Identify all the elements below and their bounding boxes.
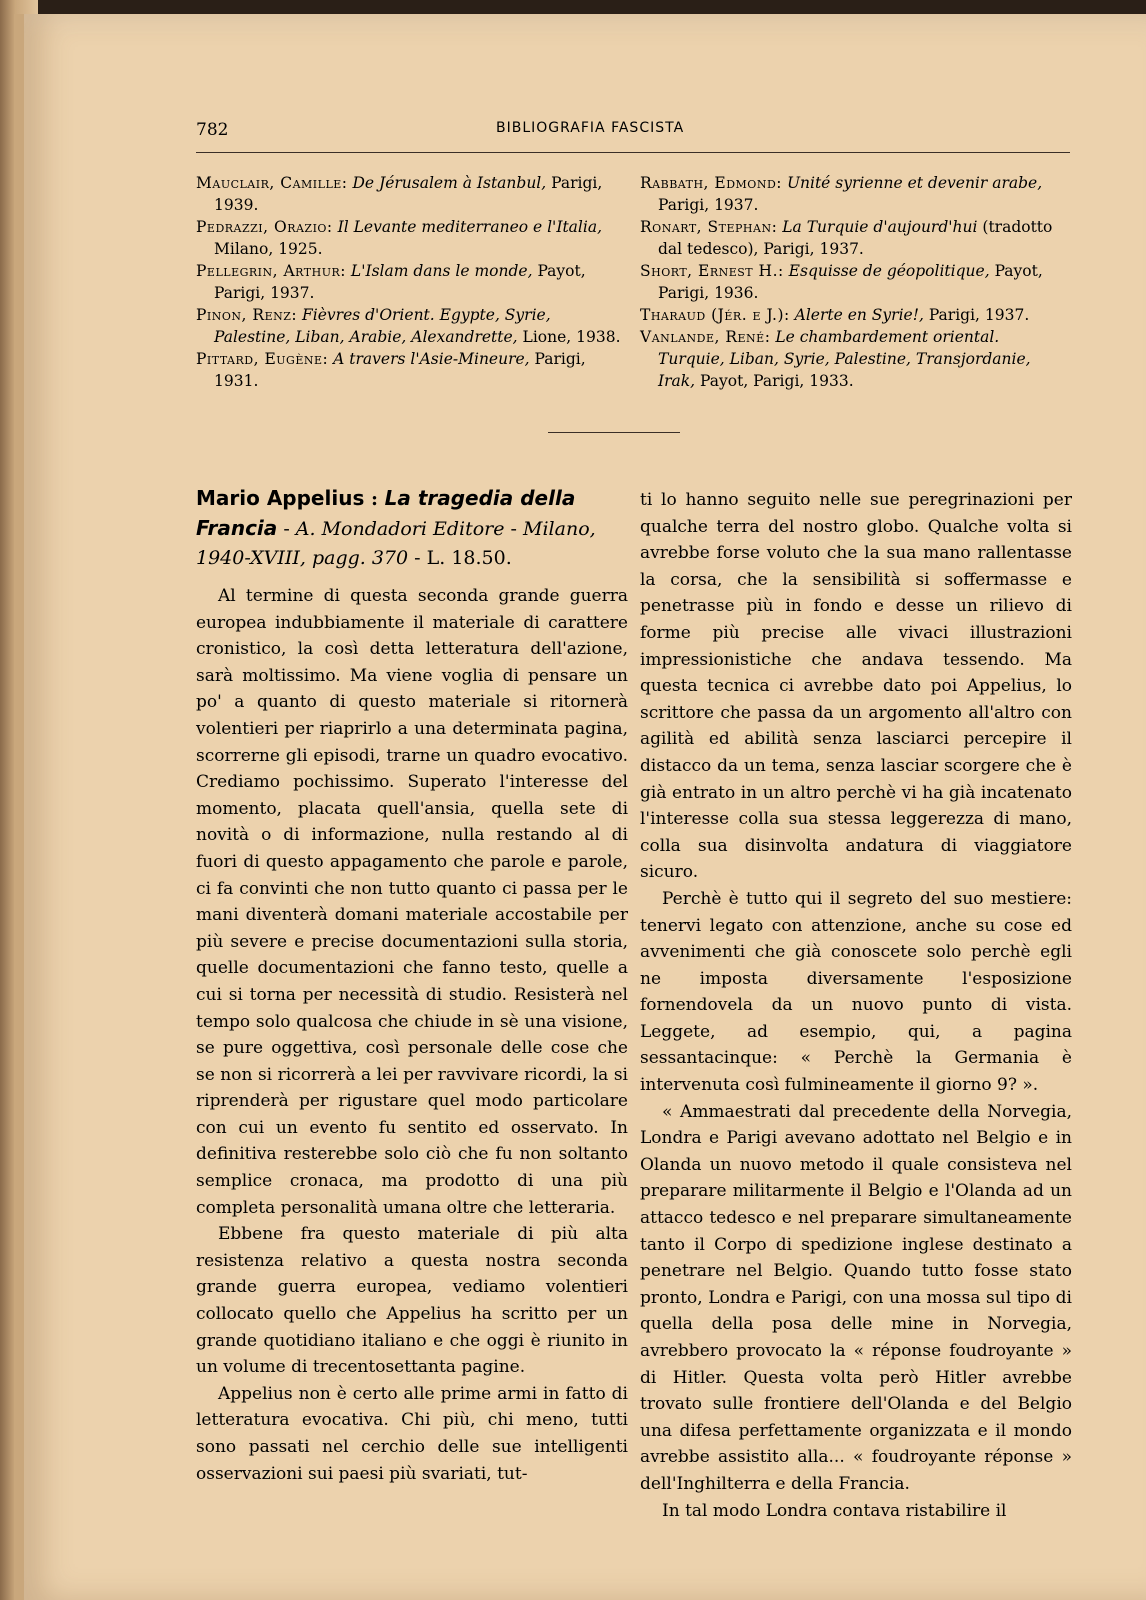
- bib-entry: Tharaud (Jér. e J.): Alerte en Syrie!, Parigi, 1937.: [640, 306, 1030, 324]
- bib-entry: Pinon, Renz: Fièvres d'Orient. Egypte, Syrie, Palestine, Liban, Arabie, Alexandrette, Lione, 1938.: [196, 306, 621, 346]
- review-body-right-column: [640, 487, 1072, 1524]
- review-pages: pagg. 370: [311, 547, 409, 569]
- bibliography-left-column: [196, 172, 628, 392]
- paragraph: Ebbene fra questo materiale di più alta resistenza relativo a questa nostra seconda grande guerra europea, vediamo volentieri collocato quello che Appelius ha scritto per un grande quotidiano italiano e che oggi è riunito in un volume di trecentosettanta pagine.: [196, 1224, 628, 1378]
- review-author: Mario Appelius: [196, 486, 365, 510]
- paragraph: Perchè è tutto qui il segreto del suo mestiere: tenervi legato con attenzione, anche su cose ed avvenimenti che già conoscete solo perchè egli ne imposta diversamente l'esposizione fornendovela da un nuovo punto di vista. Leggete, ad esempio, qui, a pagina sessantacinque: « Perchè la Germania è intervenuta così fulmineamente il giorno 9? ».: [640, 888, 1072, 1096]
- review-place-year: Milano, 1940-XVIII,: [196, 518, 596, 569]
- bib-entry: Vanlande, René: Le chambardement oriental. Turquie, Liban, Syrie, Palestine, Transjordanie, Irak, Payot, Parigi, 1933.: [640, 328, 1031, 390]
- bib-entry: Rabbath, Edmond: Unité syrienne et devenir arabe, Parigi, 1937.: [640, 174, 1043, 214]
- paragraph: In tal modo Londra contava ristabilire il: [662, 1500, 1007, 1521]
- bib-entry: Ronart, Stephan: La Turquie d'aujourd'hui (tradotto dal tedesco), Parigi, 1937.: [640, 218, 1053, 258]
- bib-entry: Mauclair, Camille: De Jérusalem à Istanbul, Parigi, 1939.: [196, 174, 603, 214]
- paragraph: Al termine di questa seconda grande guerra europea indubbiamente il materiale di carattere cronistico, la così detta letteratura dell'azione, sarà moltissimo. Ma viene voglia di pensare un po' a quanto di questo materiale si ritornerà volentieri per riaprirlo a una determinata pagina, scorrerne gli episodi, trarne un quadro evocativo. Crediamo pochissimo. Superato l'interesse del momento, placata quell'ansia, quella sete di novità o di informazione, nulla restando al di fuori di questo appagamento che parole e parole, ci fa convinti che non tutto quanto ci passa per le mani diventerà domani materiale accostabile per più severe e precise documentazioni sulla storia, quelle documentazioni che fanno testo, quelle a cui si torna per necessità di studio. Resisterà nel tempo solo qualcosa che chiude in sè una visione, se pure oggettiva, così personale delle cose che se non si ricorrerà a lei per ravvivare ricordi, la si riprenderà per rigustare quel modo particolare con cui un evento fu sentito ed osservato. In definitiva resterebbe solo ciò che fu non soltanto semplice cronaca, ma prodotto di una più completa personalità umana oltre che letteraria.: [196, 586, 628, 1218]
- page-header: [196, 118, 1070, 153]
- bib-entry: Short, Ernest H.: Esquisse de géopolitique, Payot, Parigi, 1936.: [640, 262, 1043, 302]
- paragraph: « Ammaestrati dal precedente della Norvegia, Londra e Parigi avevano adottato nel Belgio e in Olanda un nuovo metodo il quale consisteva nel preparare militarmente il Belgio e l'Olanda ad un attacco tedesco e nel preparare simultaneamente tanto il Corpo di spedizione inglese destinato a penetrare nel Belgio. Quando tutto fosse stato pronto, Londra e Parigi, con una mossa sul tipo di quella della posa delle mine in Norvegia, avrebbero provocato la « réponse foudroyante » di Hitler. Questa volta però Hitler avrebbe trovato sulle frontiere dell'Olanda e del Belgio una difesa perfettamente organizzata e il mondo avrebbe assistito alla... « foudroyante réponse » dell'Inghilterra e della Francia.: [640, 1101, 1072, 1494]
- section-divider: [548, 432, 680, 433]
- review-heading: Mario Appelius : La tragedia della Francia - A. Mondadori Editore - Milano, 1940-XVIII, pagg. 370 - L. 18.50.: [196, 486, 596, 569]
- review-publisher: A. Mondadori Editore: [295, 518, 505, 540]
- bib-entry: Pittard, Eugène: A travers l'Asie-Mineure, Parigi, 1931.: [196, 350, 586, 390]
- paragraph: ti lo hanno seguito nelle sue peregrinazioni per qualche terra del nostro globo. Qualche volta si avrebbe forse voluto che la sua mano rallentasse la corsa, che la sensibilità si soffermasse e penetrasse più in fondo e desse un rilievo di forme più precise alle vivaci illustrazioni impressionistiche che andava tessendo. Ma questa tecnica ci avrebbe dato poi Appelius, lo scrittore che passa da un argomento all'altro con agilità ed abilità senza lasciarci percepire il distacco da un tema, senza lasciar scorgere che è già entrato in un altro perchè vi ha già incatenato l'interesse colla sua stessa leggerezza di mano, colla sua disinvolta andatura di viaggiatore sicuro.: [640, 490, 1072, 883]
- paragraph: Appelius non è certo alle prime armi in fatto di letteratura evocativa. Chi più, chi meno, tutti sono passati nel cerchio delle sue intelligenti osservazioni sui paesi più svariati, tut-: [196, 1383, 628, 1484]
- review-body-left-column: [196, 583, 628, 1487]
- page-number: 782: [196, 120, 229, 140]
- bib-entry: Pedrazzi, Orazio: Il Levante mediterraneo e l'Italia, Milano, 1925.: [196, 218, 602, 258]
- review-price: L. 18.50.: [426, 547, 512, 569]
- running-title: BIBLIOGRAFIA FASCISTA: [496, 120, 685, 136]
- bibliography-right-column: [640, 172, 1070, 392]
- review-book-title: La tragedia della Francia: [196, 486, 576, 540]
- bib-entry: Pellegrin, Arthur: L'Islam dans le monde, Payot, Parigi, 1937.: [196, 262, 586, 302]
